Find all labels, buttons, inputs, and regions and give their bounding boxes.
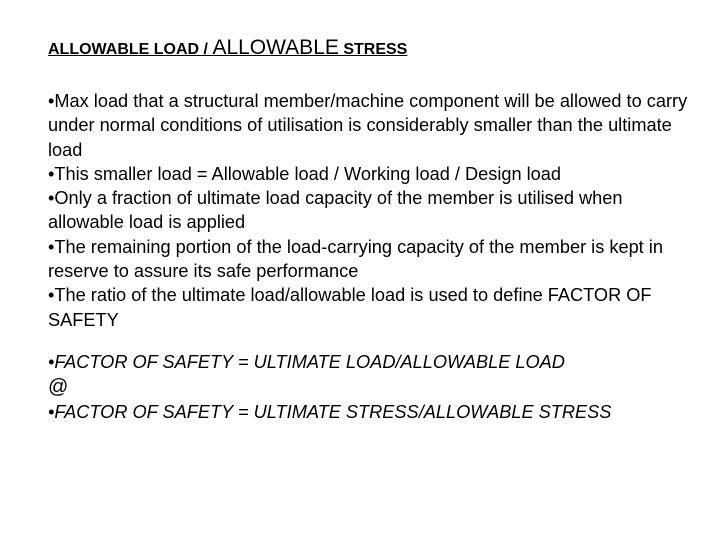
bullet-list bbox=[48, 89, 698, 332]
bullet-item bbox=[48, 89, 698, 162]
bullet-dot-icon: • bbox=[48, 163, 55, 184]
bullet-text: This smaller load = Allowable load / Working load / Design load bbox=[54, 163, 562, 184]
bullet-dot-icon: • bbox=[48, 236, 55, 257]
bullet-dot-icon: • bbox=[48, 352, 55, 372]
bullet-item bbox=[48, 162, 698, 186]
formula-stress bbox=[48, 400, 698, 424]
bullet-dot-icon: • bbox=[48, 402, 55, 423]
bullet-item bbox=[48, 186, 698, 235]
bullet-dot-icon: • bbox=[48, 91, 55, 111]
bullet-text: The remaining portion of the load-carrying capacity of the member is kept in reserve to assure its safe performance bbox=[48, 236, 663, 282]
bullet-dot-icon: • bbox=[48, 188, 55, 209]
bullet-text: The ratio of the ultimate load/allowable load is used to define FACTOR OF SAFETY bbox=[48, 285, 652, 330]
bullet-item bbox=[48, 235, 698, 284]
formula-stress-text: FACTOR OF SAFETY = ULTIMATE STRESS/ALLOWABLE STRESS bbox=[54, 402, 612, 423]
formula-block bbox=[48, 350, 698, 425]
bullet-text: Only a fraction of ultimate load capacity of the member is utilised when allowable load is applied bbox=[48, 188, 623, 233]
formula-separator: @ bbox=[48, 376, 69, 399]
bullet-item bbox=[48, 283, 698, 332]
formula-load-text: FACTOR OF SAFETY = ULTIMATE LOAD/ALLOWABLE LOAD bbox=[54, 352, 565, 372]
formula-load bbox=[48, 350, 698, 374]
title-part-stress: STRESS bbox=[338, 41, 408, 58]
bullet-text: Max load that a structural member/machine component will be allowed to carry under normal conditions of utilisation is considerably smaller than the ultimate load bbox=[48, 91, 688, 160]
title-part-allowable: ALLOWABLE bbox=[212, 36, 339, 59]
bullet-dot-icon: • bbox=[48, 285, 55, 306]
slide-title bbox=[48, 34, 407, 64]
title-part-allowable-load: ALLOWABLE LOAD / bbox=[48, 41, 213, 58]
